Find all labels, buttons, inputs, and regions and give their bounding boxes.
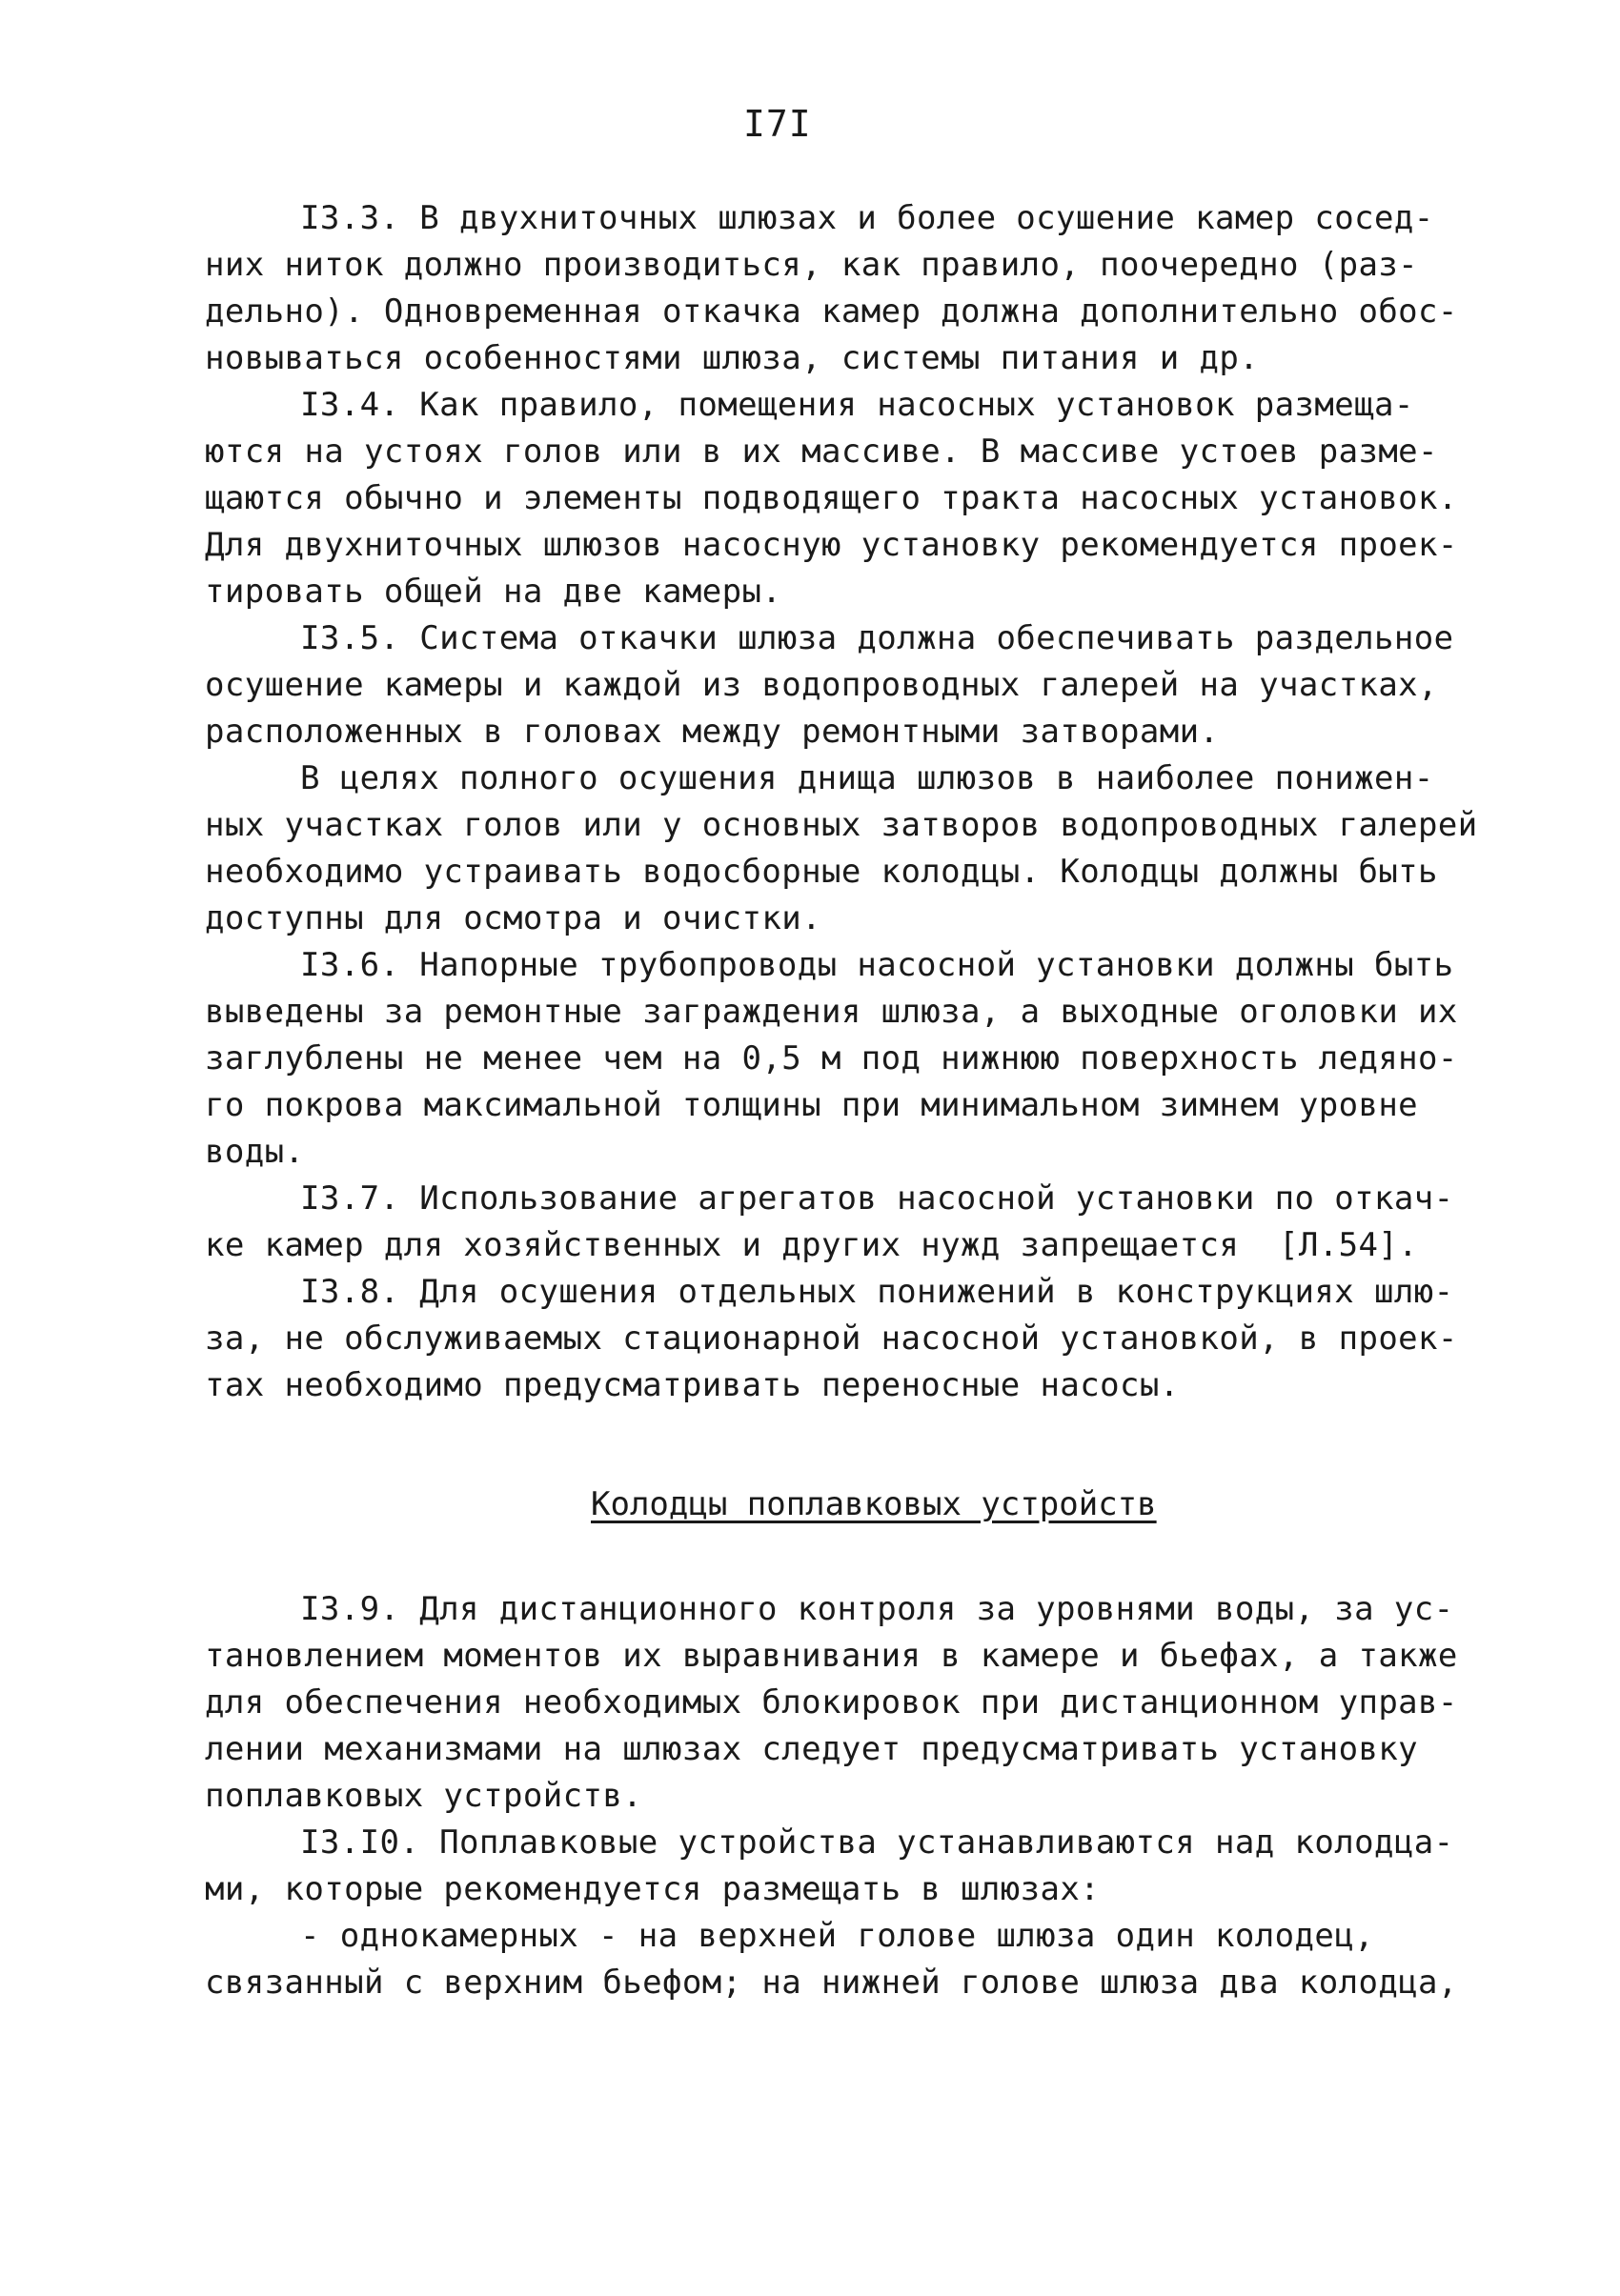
paragraph-13-3-line: них ниток должно производиться, как правило, поочередно (раз- [205, 246, 1419, 284]
paragraph-13-9-line: поплавковых устройств. [205, 1777, 643, 1815]
paragraph-13-7-line: ке камер для хозяйственных и других нужд запрещается [Л.54]. [205, 1226, 1419, 1264]
paragraph-13-9-line: тановлением моментов их выравнивания в камере и бьефах, а также [205, 1637, 1458, 1675]
list-item-line: - однокамерных - на верхней голове шлюза один колодец, [300, 1917, 1374, 1955]
paragraph-drainage-wells-line: ных участках голов или у основных затворов водопроводных галерей [205, 806, 1478, 844]
paragraph-drainage-wells-line: доступны для осмотра и очистки. [205, 899, 821, 937]
paragraph-13-10-line: ми, которые рекомендуется размещать в шлюзах: [205, 1870, 1101, 1908]
page-number: I7I [743, 103, 812, 145]
paragraph-13-6-line: воды. [205, 1133, 305, 1171]
paragraph-13-5-line: осушение камеры и каждой из водопроводных галерей на участках, [205, 666, 1438, 704]
paragraph-13-4-line: тировать общей на две камеры. [205, 573, 782, 611]
section-13-9-to-13-10 [205, 1586, 1458, 2006]
paragraph-13-6-line: го покрова максимальной толщины при минимальном зимнем уровне [205, 1086, 1419, 1124]
paragraph-13-3-line: дельно). Одновременная откачка камер должна дополнительно обос- [205, 292, 1458, 331]
section-heading: Колодцы поплавковых устройств [591, 1485, 1157, 1523]
paragraph-13-9-line: для обеспечения необходимых блокировок при дистанционном управ- [205, 1683, 1458, 1722]
paragraph-13-6-line: заглублены не менее чем на 0,5 м под нижнюю поверхность ледяно- [205, 1039, 1458, 1078]
paragraph-13-9-line: I3.9. Для дистанционного контроля за уровнями воды, за ус- [300, 1590, 1454, 1628]
paragraph-13-9-line: лении механизмами на шлюзах следует предусматривать установку [205, 1730, 1419, 1768]
paragraph-13-4-line: I3.4. Как правило, помещения насосных установок размеща- [300, 386, 1414, 424]
paragraph-13-3-line: I3.3. В двухниточных шлюзах и более осушение камер сосед- [300, 199, 1434, 237]
paragraph-13-5-line: расположенных в головах между ремонтными затворами. [205, 713, 1220, 751]
paragraph-13-4-line: щаются обычно и элементы подводящего тракта насосных установок. [205, 479, 1458, 517]
paragraph-13-8-line: тах необходимо предусматривать переносные насосы. [205, 1366, 1180, 1404]
paragraph-13-10-line: I3.I0. Поплавковые устройства устанавливаются над колодца- [300, 1823, 1454, 1862]
paragraph-13-8-line: за, не обслуживаемых стационарной насосной установкой, в проек- [205, 1319, 1458, 1358]
paragraph-13-5-line: I3.5. Система откачки шлюза должна обеспечивать раздельное [300, 619, 1454, 657]
paragraph-13-6-line: выведены за ремонтные заграждения шлюза, а выходные оголовки их [205, 993, 1458, 1031]
paragraph-drainage-wells-line: необходимо устраивать водосборные колодцы. Колодцы должны быть [205, 853, 1438, 891]
paragraph-13-6-line: I3.6. Напорные трубопроводы насосной установки должны быть [300, 946, 1454, 984]
section-13-3-to-13-8 [205, 195, 1478, 1409]
paragraph-13-4-line: Для двухниточных шлюзов насосную установку рекомендуется проек- [205, 526, 1458, 564]
paragraph-drainage-wells-line: В целях полного осушения днища шлюзов в наиболее понижен- [300, 759, 1434, 797]
paragraph-13-3-line: новываться особенностями шлюза, системы питания и др. [205, 339, 1260, 377]
paragraph-13-4-line: ются на устоях голов или в их массиве. В массиве устоев разме- [205, 433, 1438, 471]
paragraph-13-8-line: I3.8. Для осушения отдельных понижений в конструкциях шлю- [300, 1273, 1454, 1311]
list-item-line: связанный с верхним бьефом; на нижней голове шлюза два колодца, [205, 1964, 1458, 2002]
paragraph-13-7-line: I3.7. Использование агрегатов насосной установки по откач- [300, 1179, 1454, 1218]
